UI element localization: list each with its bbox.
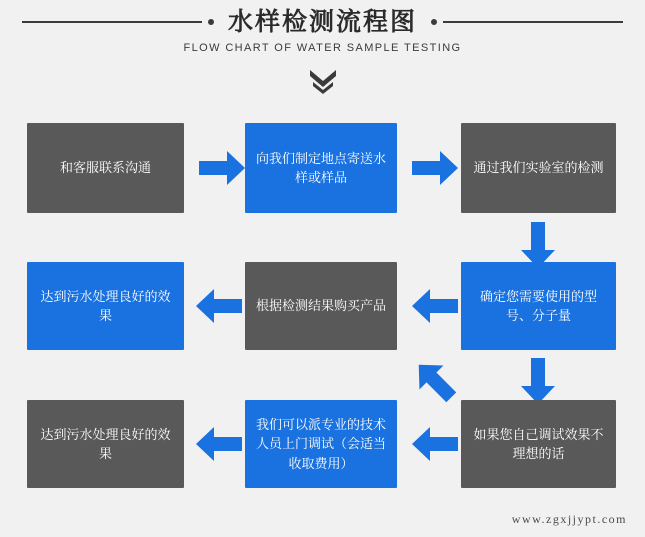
arrow-1-to-2 (199, 150, 245, 186)
step-2-box (245, 123, 397, 213)
step-8-box (245, 400, 397, 488)
arrow-5-to-6 (196, 288, 242, 324)
step-6-box (27, 262, 184, 350)
title-rule-right (443, 21, 623, 23)
step-4-box (461, 262, 616, 350)
step-1-label: 和客服联系沟通 (59, 160, 151, 176)
header-chevron-down-icon (0, 70, 645, 94)
arrow-7-to-8 (412, 426, 458, 462)
step-2-label: 向我们制定地点寄送水样或样品 (255, 150, 386, 185)
arrow-8-to-9 (196, 426, 242, 462)
step-5-label: 根据检测结果购买产品 (255, 298, 386, 314)
arrow-4-to-7 (520, 358, 556, 404)
title-rule-left (22, 21, 202, 23)
title-row (0, 6, 645, 38)
step-3-box (461, 123, 616, 213)
step-3-label: 通过我们实验室的检测 (473, 160, 604, 176)
arrow-4-to-8 (412, 358, 458, 404)
step-5-box (245, 262, 397, 350)
arrow-4-to-5 (412, 288, 458, 324)
page-title: 水样检测流程图 (227, 7, 417, 36)
step-4-label: 确定您需要使用的型号、分子量 (479, 288, 597, 323)
step-9-label: 达到污水处理良好的效果 (40, 426, 171, 461)
step-6-label: 达到污水处理良好的效果 (40, 288, 171, 323)
step-7-box (461, 400, 616, 488)
title-dot-right (431, 19, 437, 25)
page-subtitle: FLOW CHART OF WATER SAMPLE TESTING (183, 42, 462, 54)
watermark: www.zgxjjypt.com (511, 512, 627, 526)
arrow-2-to-3 (412, 150, 458, 186)
step-7-label: 如果您自己调试效果不理想的话 (473, 426, 604, 461)
title-dot-left (208, 19, 214, 25)
step-8-label: 我们可以派专业的技术人员上门调试（会适当收取费用） (255, 416, 386, 471)
step-9-box (27, 400, 184, 488)
header (0, 0, 645, 70)
step-1-box (27, 123, 184, 213)
